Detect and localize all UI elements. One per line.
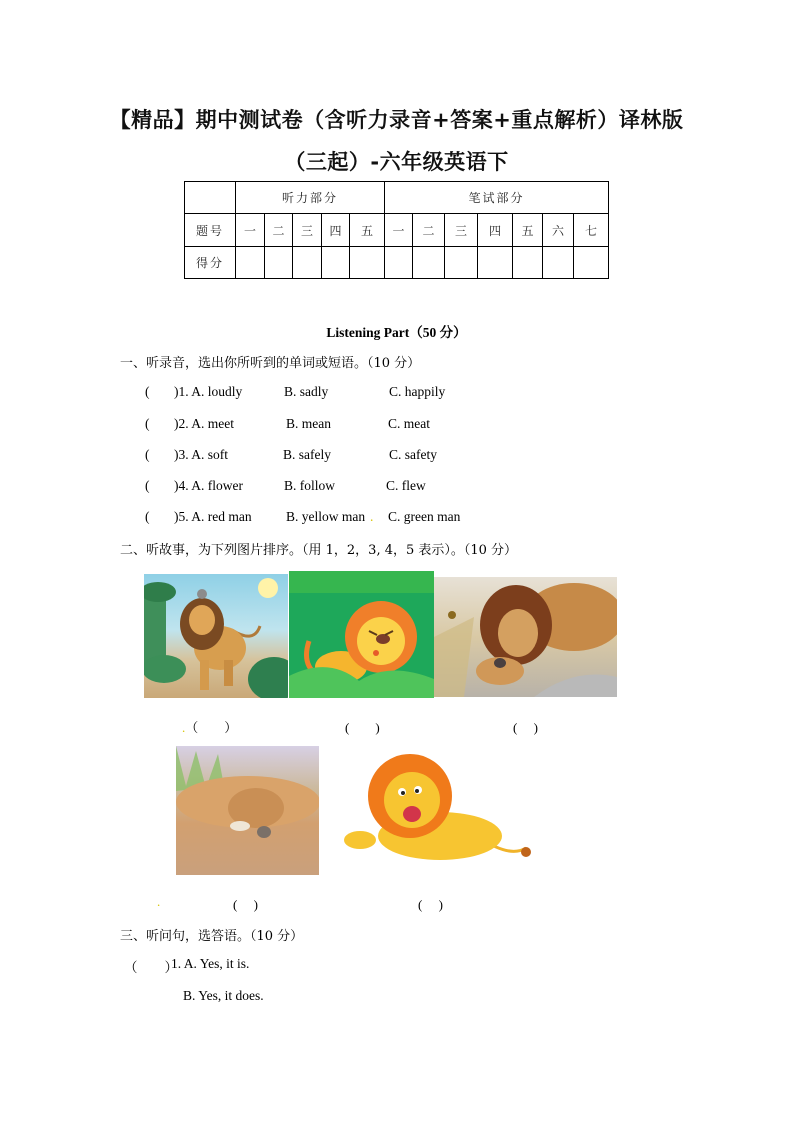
score-cell[interactable] (413, 247, 445, 279)
score-cell[interactable] (350, 247, 385, 279)
writing-col-1: 一 (385, 214, 413, 247)
score-cell[interactable] (385, 247, 413, 279)
writing-col-2: 二 (413, 214, 445, 247)
listening-group-header: 听力部分 (236, 182, 385, 214)
score-cell[interactable] (574, 247, 609, 279)
score-cell[interactable] (322, 247, 350, 279)
section1-title: 一、听录音，选出你所听到的单词或短语。（10 分） (120, 356, 421, 371)
picture-lion-holding-mouse (434, 577, 617, 697)
answer-blank-picture-2[interactable]: ( ) (345, 720, 380, 735)
question-option-b: B. safely (283, 447, 331, 462)
answer-blank-picture-3[interactable]: ( ) (513, 720, 538, 735)
question-option-c: C. flew (386, 478, 426, 493)
listening-col-4: 四 (322, 214, 350, 247)
question-option-a: )2. A. meet (174, 416, 234, 431)
question-option-c: C. green man (388, 509, 461, 524)
stray-dot: . (182, 720, 186, 735)
score-cell[interactable] (293, 247, 322, 279)
stray-dot: . (157, 894, 161, 909)
question-bracket[interactable]: ( (145, 478, 150, 493)
lion-lying-icon (176, 746, 319, 875)
question-option-c: C. meat (388, 416, 430, 431)
score-cell[interactable] (445, 247, 478, 279)
score-cell[interactable] (543, 247, 574, 279)
picture-lion-lying (176, 746, 319, 875)
listening-col-3: 三 (293, 214, 322, 247)
section3-title: 三、听问句，选答语。（10 分） (120, 929, 304, 944)
score-cell[interactable] (236, 247, 265, 279)
score-table (184, 181, 609, 279)
question-bracket[interactable]: （ ） (124, 960, 178, 975)
listening-col-5: 五 (350, 214, 385, 247)
lion-with-mouse-icon (434, 577, 617, 697)
document-title-line1: 【精品】期中测试卷（含听力录音+答案+重点解析）译林版 (109, 108, 684, 132)
writing-col-4: 四 (478, 214, 513, 247)
writing-col-3: 三 (445, 214, 478, 247)
listening-col-2: 二 (265, 214, 293, 247)
picture-lion-walking (144, 574, 288, 698)
score-cell[interactable] (478, 247, 513, 279)
answer-blank-picture-1[interactable]: .（ ） (182, 720, 238, 735)
question-option-a: )1. A. loudly (174, 384, 243, 399)
listening-col-1: 一 (236, 214, 265, 247)
question-option-a: )5. A. red man (174, 509, 252, 524)
question-option-a: )3. A. soft (174, 447, 228, 462)
picture-angry-cartoon-lion (340, 748, 536, 868)
lion-sleeping-icon (289, 571, 434, 698)
writing-col-7: 七 (574, 214, 609, 247)
section2-title: 二、听故事，为下列图片排序。（用 1，2，3, 4，5 表示）。（10 分） (120, 543, 518, 558)
answer-blank-picture-5[interactable]: ( ) (418, 897, 443, 912)
lion-walking-icon (144, 574, 288, 698)
question-option-b: B. Yes, it does. (183, 988, 264, 1003)
listening-part-heading: Listening Part（50 分） (326, 325, 467, 340)
writing-col-6: 六 (543, 214, 574, 247)
angry-lion-icon (340, 748, 536, 868)
writing-group-header: 笔试部分 (385, 182, 609, 214)
document-title-line2: （三起）-六年级英语下 (284, 150, 509, 174)
question-option-b: B. yellow man (286, 509, 366, 524)
question-bracket[interactable]: ( (145, 509, 150, 524)
row-label-score: 得分 (185, 247, 236, 279)
question-option-a: )4. A. flower (174, 478, 243, 493)
question-bracket[interactable]: ( (145, 447, 150, 462)
question-bracket[interactable]: ( (145, 384, 150, 399)
table-corner-cell (185, 182, 236, 214)
score-cell[interactable] (513, 247, 543, 279)
question-option-c: C. happily (389, 384, 446, 399)
question-option-b: B. mean (286, 416, 331, 431)
question-bracket[interactable]: ( (145, 416, 150, 431)
stray-dot: . (370, 509, 374, 524)
answer-blank-picture-4[interactable]: ( ) (233, 897, 258, 912)
question-option-c: C. safety (389, 447, 437, 462)
question-option-a: 1. A. Yes, it is. (171, 956, 250, 971)
question-option-b: B. follow (284, 478, 336, 493)
row-label-question-number: 题号 (185, 214, 236, 247)
writing-col-5: 五 (513, 214, 543, 247)
question-option-b: B. sadly (284, 384, 329, 399)
picture-lion-sleeping-grass (289, 571, 434, 698)
score-cell[interactable] (265, 247, 293, 279)
